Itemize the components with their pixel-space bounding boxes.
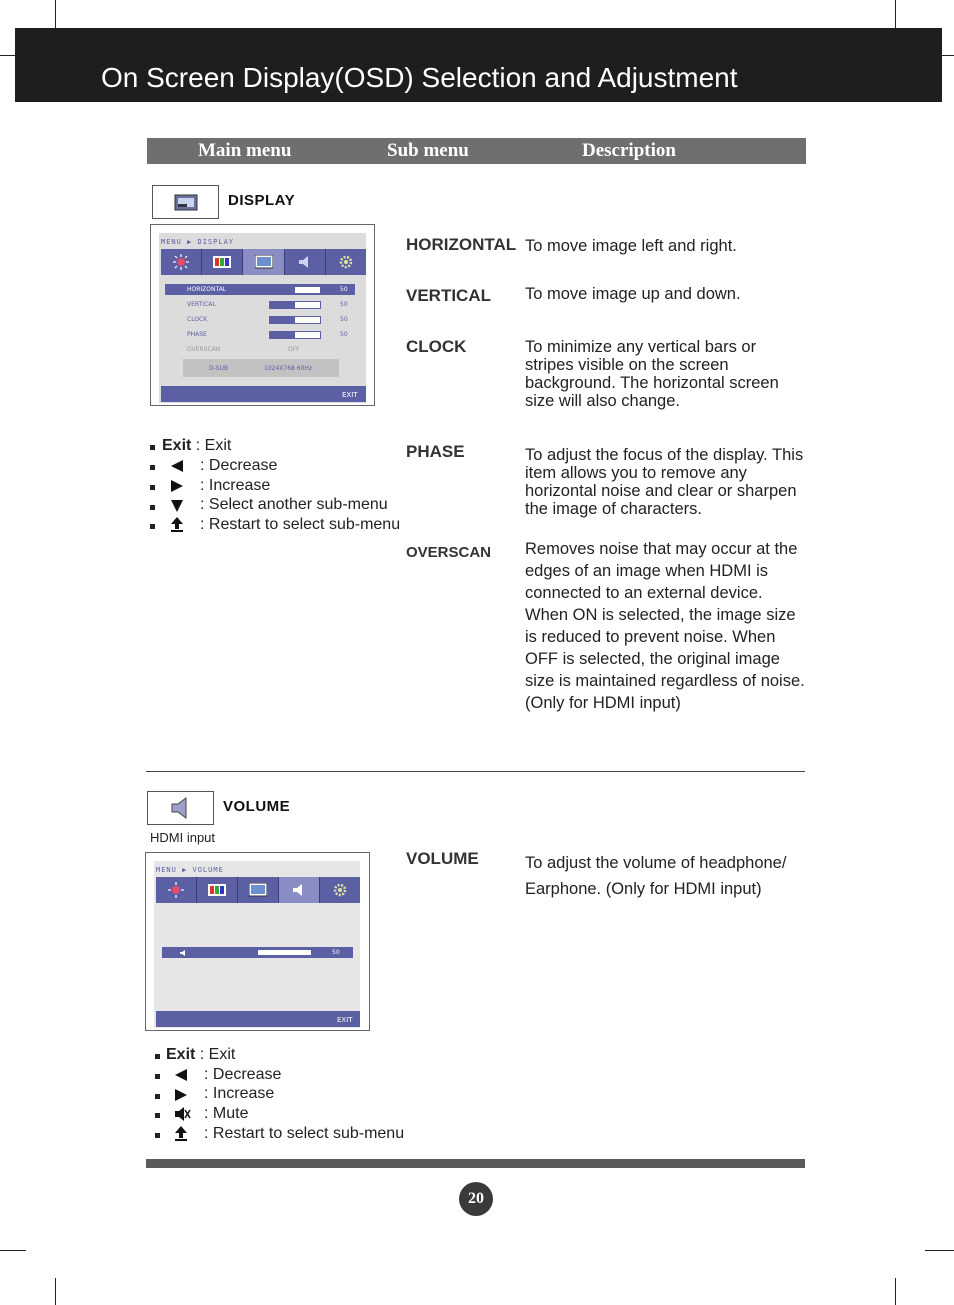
bullet (150, 465, 155, 470)
speaker-icon (297, 255, 313, 269)
bullet (155, 1054, 160, 1059)
triangle-left-icon (170, 459, 184, 473)
desc-volume: To adjust the volume of headphone/ Earphone. (Only for HDMI input) (525, 854, 787, 898)
volume-osd-panel (145, 852, 370, 1031)
tab-picture[interactable] (161, 249, 202, 275)
speaker-icon (291, 883, 307, 897)
bullet (150, 485, 155, 490)
bullet (155, 1074, 160, 1079)
desc-overscan: Removes noise that may occur at the edges of an image when HDMI is connected to an external device. When ON is selected, the image size is reduced to prevent noise. When OFF is selected, the original image size is maintained regardless of noise. (Only for HDMI input) (525, 540, 805, 712)
tab-display[interactable] (243, 249, 284, 275)
tab-volume[interactable] (279, 877, 320, 903)
column-description: Description (582, 140, 676, 161)
column-main-menu: Main menu (198, 140, 292, 161)
legend-decrease: : Decrease (200, 457, 278, 474)
osd-value-volume: 50 (332, 949, 340, 956)
color-bars-icon (213, 256, 231, 268)
legend-exit (166, 1046, 235, 1064)
osd-row-phase[interactable]: PHASE (187, 331, 207, 338)
crop-mark (895, 1278, 896, 1305)
section-divider (146, 771, 805, 772)
osd-row-vertical[interactable]: VERTICAL (187, 301, 216, 308)
osd-breadcrumb: MENU ▶ VOLUME (156, 866, 224, 874)
osd-nav-bar (161, 386, 366, 402)
speaker-icon (148, 792, 213, 824)
crop-mark (942, 55, 954, 56)
osd-row-horizontal[interactable]: HORIZONTAL (187, 286, 227, 293)
tab-volume[interactable] (285, 249, 326, 275)
bullet (155, 1094, 160, 1099)
osd-value-vertical: 50 (340, 301, 348, 308)
osd-info-source: D-SUB (209, 365, 229, 372)
crop-mark (895, 0, 896, 28)
osd-exit-button[interactable]: EXIT (337, 1016, 353, 1024)
desc-clock: To minimize any vertical bars or stripes visible on the screen background. The horizontal screen size will also change. (525, 338, 779, 410)
crop-mark (0, 55, 15, 56)
volume-menu-icon-box (147, 791, 214, 825)
page-number: 20 (459, 1182, 493, 1216)
bullet (150, 524, 155, 529)
osd-slider-phase[interactable] (269, 331, 321, 339)
crop-mark (925, 1250, 954, 1251)
tab-color[interactable] (202, 249, 243, 275)
osd-info-box (183, 359, 339, 377)
legend-mute: : Mute (204, 1105, 249, 1122)
volume-section-name: VOLUME (223, 798, 291, 815)
osd-value-clock: 50 (340, 316, 348, 323)
legend-increase: : Increase (200, 477, 271, 494)
osd-row-clock[interactable]: CLOCK (187, 316, 208, 323)
triangle-left-icon (174, 1068, 188, 1082)
display-section-name: DISPLAY (228, 192, 296, 209)
monitor-icon (249, 883, 267, 897)
tab-setup[interactable] (320, 877, 360, 903)
gear-icon (339, 255, 353, 269)
submenu-volume: VOLUME (406, 849, 479, 868)
desc-phase: To adjust the focus of the display. This item allows you to remove any horizontal noise and clear or sharpen the image of characters. (525, 446, 804, 518)
submenu-horizontal: HORIZONTAL (406, 235, 517, 254)
crop-mark (55, 1278, 56, 1305)
legend-increase: : Increase (204, 1085, 275, 1102)
legend-text: : Exit (195, 1046, 236, 1063)
submenu-vertical: VERTICAL (406, 286, 491, 305)
legend-key: Exit (162, 437, 192, 454)
triangle-right-icon (174, 1088, 188, 1102)
bullet (155, 1133, 160, 1138)
tab-setup[interactable] (326, 249, 366, 275)
gear-icon (333, 883, 347, 897)
osd-slider-vertical[interactable] (269, 301, 321, 309)
osd-value-horizontal: 50 (340, 286, 348, 293)
legend-exit (162, 437, 231, 455)
speaker-icon (179, 949, 187, 957)
osd-breadcrumb: MENU ▶ DISPLAY (161, 238, 235, 246)
osd-value-overscan: OFF (288, 346, 300, 353)
osd-exit-button[interactable]: EXIT (342, 391, 358, 399)
osd-slider-horizontal[interactable] (269, 286, 321, 294)
legend-key: Exit (166, 1046, 196, 1063)
legend-text: : Exit (191, 437, 232, 454)
column-sub-menu: Sub menu (387, 140, 469, 161)
page-title: On Screen Display(OSD) Selection and Adjustment (101, 62, 738, 93)
legend-decrease: : Decrease (204, 1066, 282, 1083)
monitor-icon (153, 186, 218, 218)
return-arrow-icon (174, 1125, 188, 1142)
monitor-icon (255, 255, 273, 269)
bullet (150, 445, 155, 450)
crop-mark (0, 1250, 26, 1251)
osd-nav-bar (156, 1011, 360, 1027)
crop-mark (55, 0, 56, 28)
display-osd-panel (150, 224, 375, 406)
tab-display[interactable] (238, 877, 279, 903)
osd-info-mode: 1024X768 60Hz (264, 365, 313, 372)
tab-picture[interactable] (156, 877, 197, 903)
osd-row-overscan[interactable]: OVERSCAN (187, 346, 221, 353)
triangle-down-icon (170, 499, 184, 513)
osd-value-phase: 50 (340, 331, 348, 338)
mute-icon (173, 1106, 191, 1122)
legend-restart: : Restart to select sub-menu (204, 1125, 405, 1142)
submenu-overscan: OVERSCAN (406, 544, 492, 561)
legend-select: : Select another sub-menu (200, 496, 388, 513)
desc-vertical: To move image up and down. (525, 285, 741, 303)
color-bars-icon (208, 884, 226, 896)
osd-slider-volume[interactable] (204, 949, 312, 956)
legend-restart: : Restart to select sub-menu (200, 516, 401, 533)
return-arrow-icon (170, 516, 184, 533)
osd-tab-bar (161, 249, 366, 275)
bullet (150, 505, 155, 510)
display-menu-icon-box (152, 185, 219, 219)
osd-tab-bar (156, 877, 360, 903)
desc-horizontal: To move image left and right. (525, 237, 737, 255)
bullet (155, 1113, 160, 1118)
sun-icon (173, 254, 189, 270)
submenu-phase: PHASE (406, 442, 465, 461)
footer-bar (146, 1159, 805, 1168)
hdmi-input-note: HDMI input (150, 830, 216, 845)
tab-color[interactable] (197, 877, 238, 903)
sun-icon (168, 882, 184, 898)
submenu-clock: CLOCK (406, 337, 467, 356)
triangle-right-icon (170, 479, 184, 493)
osd-slider-clock[interactable] (269, 316, 321, 324)
